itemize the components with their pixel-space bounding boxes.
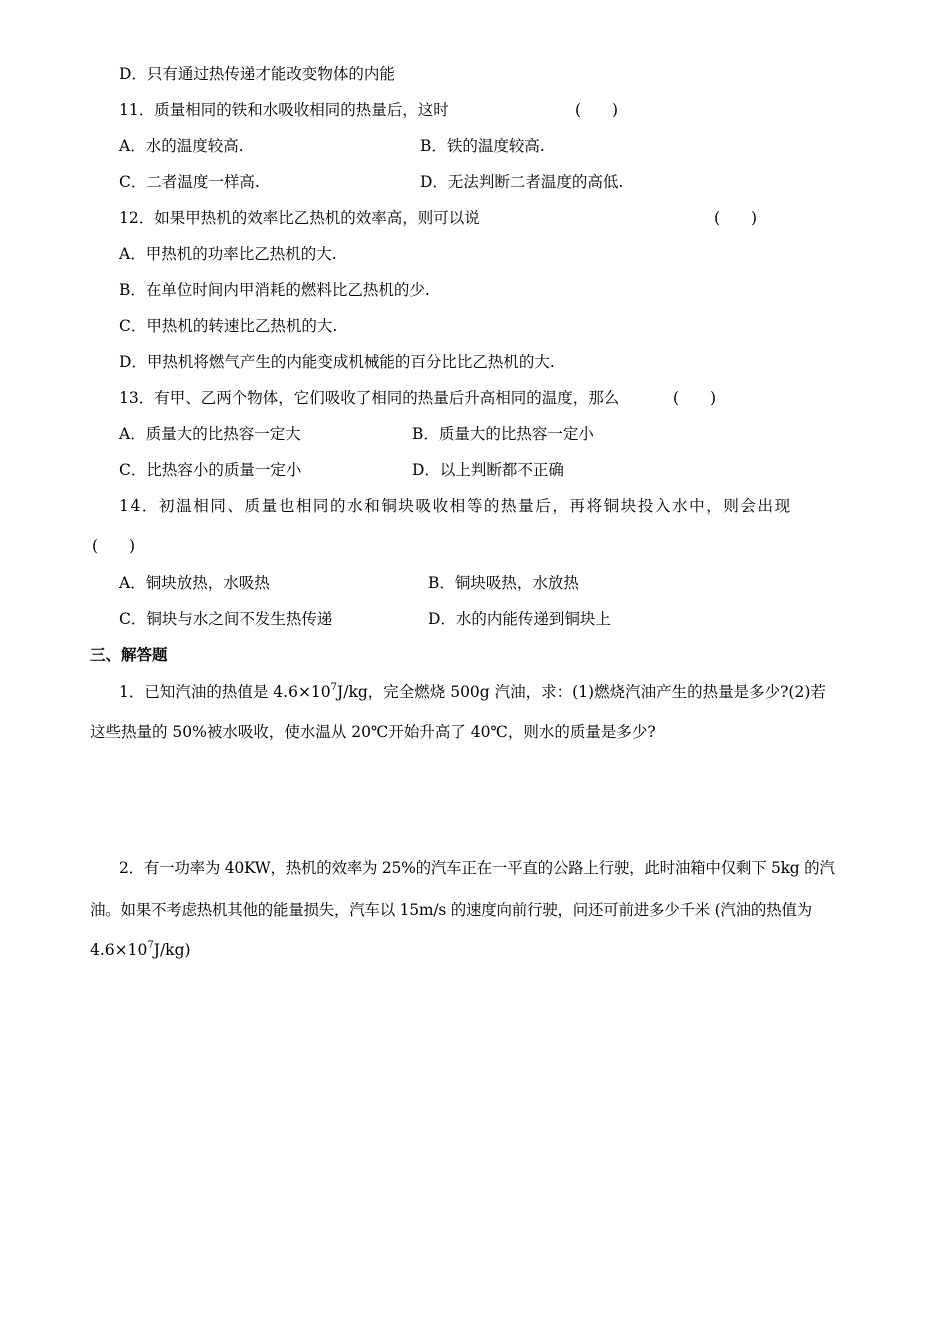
q14-option-b: B．铜块吸热，水放热	[428, 574, 579, 592]
problem-1-line-1	[119, 682, 826, 702]
q11-option-d: D．无法判断二者温度的高低.	[420, 173, 624, 191]
q13-answer-paren: ( )	[673, 389, 717, 407]
problem-1-text-a: 1．已知汽油的热值是 4.6×10	[119, 683, 331, 701]
problem-2-line-2: 油。如果不考虑热机其他的能量损失，汽车以 15m/s 的速度向前行驶，问还可前进多少千米 (汽油的热值为	[90, 901, 812, 919]
q13-option-d: D．以上判断都不正确	[412, 461, 564, 479]
problem-2-text-b: J/kg)	[153, 941, 191, 959]
q13-option-b: B．质量大的比热容一定小	[412, 425, 594, 443]
q13-option-a: A．质量大的比热容一定大	[119, 425, 301, 443]
q14-stem: 14．初温相同、质量也相同的水和铜块吸收相等的热量后，再将铜块投入水中，则会出现	[119, 497, 792, 515]
problem-1-text-b: J/kg，完全燃烧 500g 汽油，求：(1)燃烧汽油产生的热量是多少?(2)若	[337, 683, 826, 701]
q11-option-a: A．水的温度较高.	[119, 137, 244, 155]
problem-2-exponent: 7	[147, 939, 154, 951]
q12-option-d: D．甲热机将燃气产生的内能变成机械能的百分比比乙热机的大.	[119, 353, 555, 371]
problem-2-line-1: 2．有一功率为 40KW，热机的效率为 25%的汽车正在一平直的公路上行驶，此时油箱中仅剩下 5kg 的汽	[119, 859, 835, 877]
q11-answer-paren: ( )	[575, 101, 619, 119]
q14-option-c: C．铜块与水之间不发生热传递	[119, 610, 333, 628]
q10-option-d: D．只有通过热传递才能改变物体的内能	[119, 65, 395, 83]
q11-option-c: C．二者温度一样高.	[119, 173, 260, 191]
q11-option-b: B．铁的温度较高.	[420, 137, 545, 155]
q12-stem: 12．如果甲热机的效率比乙热机的效率高，则可以说	[119, 209, 480, 227]
q11-stem: 11．质量相同的铁和水吸收相同的热量后，这时	[119, 101, 449, 119]
q12-option-a: A．甲热机的功率比乙热机的大.	[119, 245, 337, 263]
section-heading: 三、解答题	[90, 646, 168, 664]
q14-answer-paren: ( )	[92, 537, 136, 555]
q12-answer-paren: ( )	[714, 209, 758, 227]
q14-option-a: A．铜块放热，水吸热	[119, 574, 270, 592]
problem-1-line-2: 这些热量的 50%被水吸收，使水温从 20℃开始升高了 40℃，则水的质量是多少?	[90, 723, 656, 741]
q14-option-d: D．水的内能传递到铜块上	[428, 610, 611, 628]
q12-option-c: C．甲热机的转速比乙热机的大.	[119, 317, 338, 335]
q12-option-b: B．在单位时间内甲消耗的燃料比乙热机的少.	[119, 281, 430, 299]
q13-stem: 13．有甲、乙两个物体，它们吸收了相同的热量后升高相同的温度，那么	[119, 389, 620, 407]
problem-2-line-3	[90, 940, 191, 960]
problem-1-exponent: 7	[330, 681, 338, 693]
problem-2-text-a: 4.6×10	[90, 941, 148, 959]
q13-option-c: C．比热容小的质量一定小	[119, 461, 302, 479]
